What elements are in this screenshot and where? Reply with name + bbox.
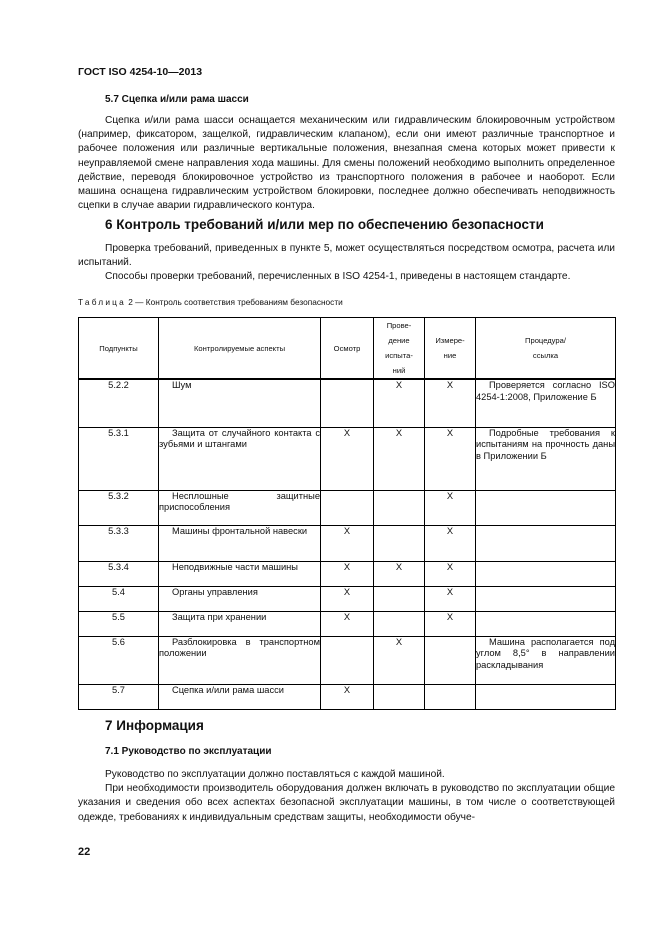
table-row — [79, 525, 616, 561]
table-row — [79, 379, 616, 427]
cell-inspection: X — [321, 561, 374, 586]
table-caption-word: Таблица — [78, 297, 126, 307]
cell-procedure — [476, 525, 616, 561]
header-testing: Прове- дение испыта- ний — [374, 318, 425, 380]
cell-procedure: Проверяется согласно ISO 4254-1:2008, Приложение Б — [476, 379, 616, 427]
cell-inspection — [321, 636, 374, 684]
cell-measurement: X — [425, 427, 476, 490]
cell-procedure — [476, 561, 616, 586]
cell-testing — [374, 586, 425, 611]
section-5-7-text: Сцепка и/или рама шасси оснащается механическим или гидравлическим блокировочным устройством (например, фиксатором, защелкой, гидравлическим клапаном), если они имеют различные транспортное и рабочее положения или различные вертикальные положения, внезапная смена которых может привести к неуправляемой смене направления хода машины. Для смены положений необходимо выполнить определенное действие, переводя блокировочное устройство из транспортного положения в рабочее и наоборот. Если машина оснащена гидравлическим устройством блокировки, последнее должно обеспечивать неподвижность сцепки в случае аварии гидравлического контура. — [78, 115, 615, 212]
section-5-7-title: 5.7 Сцепка и/или рама шасси — [105, 94, 249, 105]
cell-measurement — [425, 636, 476, 684]
table-header-row — [79, 318, 616, 380]
header-subclauses: Подпункты — [79, 318, 159, 380]
cell-testing: X — [374, 379, 425, 427]
table-caption — [78, 297, 343, 307]
section-6-title: 6 Контроль требований и/или мер по обеспечению безопасности — [105, 217, 544, 232]
table-row — [79, 636, 616, 684]
cell-measurement: X — [425, 490, 476, 525]
cell-aspect: Несплошные защитные приспособления — [159, 490, 321, 525]
cell-measurement: X — [425, 586, 476, 611]
cell-procedure — [476, 490, 616, 525]
cell-testing: X — [374, 636, 425, 684]
table-row — [79, 427, 616, 490]
section-6 — [78, 216, 615, 285]
cell-testing — [374, 611, 425, 636]
cell-measurement: X — [425, 525, 476, 561]
cell-inspection: X — [321, 427, 374, 490]
cell-measurement: X — [425, 379, 476, 427]
cell-subclause: 5.2.2 — [79, 379, 159, 427]
cell-subclause: 5.4 — [79, 586, 159, 611]
cell-testing — [374, 684, 425, 709]
cell-measurement: X — [425, 611, 476, 636]
cell-subclause: 5.3.3 — [79, 525, 159, 561]
header-aspects: Контролируемые аспекты — [159, 318, 321, 380]
table-caption-text: 2 — Контроль соответствия требованиям безопасности — [128, 297, 343, 307]
cell-subclause: 5.7 — [79, 684, 159, 709]
cell-inspection: X — [321, 684, 374, 709]
table-row — [79, 490, 616, 525]
header-procedure: Процедура/ ссылка — [476, 318, 616, 380]
table-row — [79, 611, 616, 636]
cell-procedure: Машина располагается под углом 8,5° в направлении раскладывания — [476, 636, 616, 684]
cell-procedure — [476, 611, 616, 636]
cell-subclause: 5.3.4 — [79, 561, 159, 586]
cell-inspection — [321, 379, 374, 427]
section-5-7 — [78, 93, 615, 213]
section-7 — [78, 717, 615, 825]
standard-header: ГОСТ ISO 4254-10—2013 — [78, 66, 203, 78]
cell-measurement: X — [425, 561, 476, 586]
cell-subclause: 5.6 — [79, 636, 159, 684]
cell-procedure — [476, 684, 616, 709]
section-7-1-paragraph-2: При необходимости производитель оборудования должен включать в руководство по эксплуатации общие указания и сведения обо всех аспектах безопасной эксплуатации машины, в том числе о соответствующей одежде, требованиях к индивидуальным средствам защиты, необходимости обуче- — [78, 783, 615, 823]
cell-testing — [374, 525, 425, 561]
cell-testing: X — [374, 427, 425, 490]
control-table — [78, 317, 616, 710]
table-row — [79, 561, 616, 586]
cell-procedure — [476, 586, 616, 611]
section-6-paragraph-1: Проверка требований, приведенных в пункте 5, может осуществляться посредством осмотра, расчета или испытаний. — [78, 243, 615, 269]
cell-subclause: 5.3.1 — [79, 427, 159, 490]
table-row — [79, 586, 616, 611]
cell-procedure: Подробные требования к испытаниям на прочность даны в Приложении Б — [476, 427, 616, 490]
cell-inspection: X — [321, 611, 374, 636]
cell-subclause: 5.5 — [79, 611, 159, 636]
section-7-1-title: 7.1 Руководство по эксплуатации — [105, 746, 272, 757]
cell-aspect: Сцепка и/или рама шасси — [159, 684, 321, 709]
cell-aspect: Машины фронтальной навески — [159, 525, 321, 561]
cell-aspect: Неподвижные части машины — [159, 561, 321, 586]
cell-testing: X — [374, 561, 425, 586]
cell-testing — [374, 490, 425, 525]
cell-inspection: X — [321, 586, 374, 611]
cell-inspection: X — [321, 525, 374, 561]
cell-measurement — [425, 684, 476, 709]
page-number: 22 — [78, 846, 91, 858]
section-7-title: 7 Информация — [105, 718, 204, 733]
header-measurement: Измере- ние — [425, 318, 476, 380]
cell-subclause: 5.3.2 — [79, 490, 159, 525]
cell-aspect: Разблокировка в транспортном положении — [159, 636, 321, 684]
cell-aspect: Защита при хранении — [159, 611, 321, 636]
cell-aspect: Шум — [159, 379, 321, 427]
cell-aspect: Защита от случайного контакта с зубьями и штангами — [159, 427, 321, 490]
cell-inspection — [321, 490, 374, 525]
section-6-paragraph-2: Способы проверки требований, перечисленных в ISO 4254-1, приведены в настоящем стандарте. — [105, 271, 571, 283]
cell-aspect: Органы управления — [159, 586, 321, 611]
section-7-1-paragraph-1: Руководство по эксплуатации должно поставляться с каждой машиной. — [105, 769, 445, 780]
table-row — [79, 684, 616, 709]
header-inspection: Осмотр — [321, 318, 374, 380]
